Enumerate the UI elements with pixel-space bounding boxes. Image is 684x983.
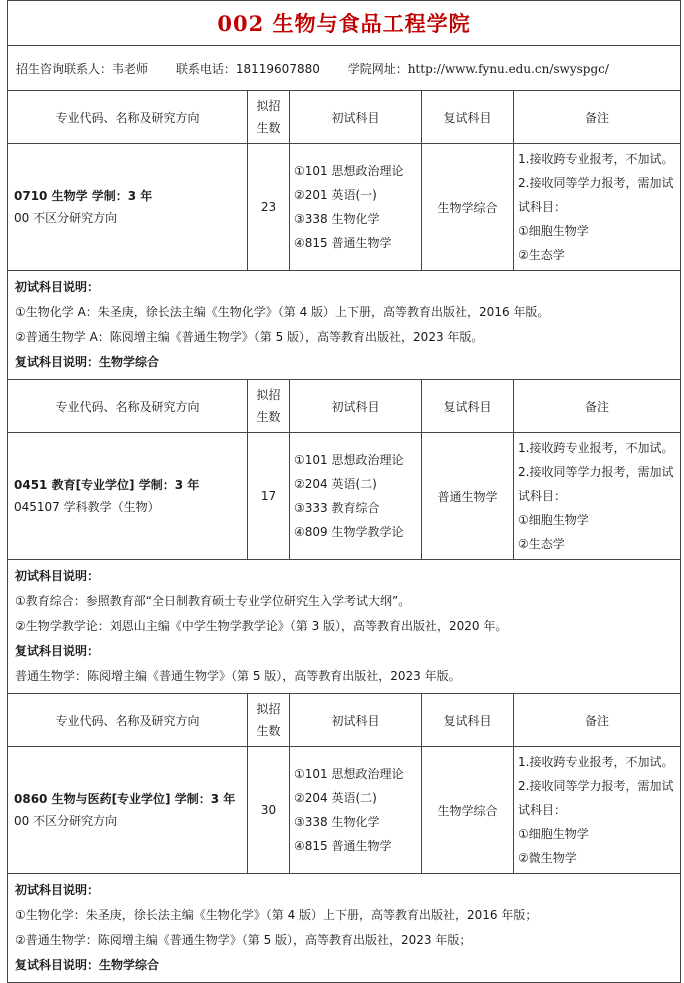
program-row <box>8 144 681 271</box>
program-notes <box>8 874 681 983</box>
program-notes <box>8 271 681 380</box>
program-remarks <box>514 433 681 560</box>
header-major: 专业代码、名称及研究方向 <box>8 380 248 433</box>
remark-line: 1.接收跨专业报考，不加试。 <box>518 755 674 769</box>
program-direction: 00 不区分研究方向 <box>14 814 118 828</box>
remark-line: 1.接收跨专业报考，不加试。 <box>518 441 674 455</box>
remark-line: ②生态学 <box>518 248 565 262</box>
contact-phone <box>176 62 320 76</box>
remark-line: ①细胞生物学 <box>518 224 589 238</box>
header-retest: 复试科目 <box>422 380 514 433</box>
header-plan-line1: 拟招 <box>256 702 281 716</box>
column-header-row <box>8 91 681 144</box>
header-retest: 复试科目 <box>422 694 514 747</box>
contact-person <box>16 62 148 76</box>
contact-person-label: 招生咨询联系人： <box>16 61 113 76</box>
remark-line: 2.接收同等学力报考，需加试 <box>518 176 674 190</box>
program-subjects <box>290 433 422 560</box>
program-major <box>8 433 248 560</box>
note-line: 初试科目说明： <box>15 569 100 583</box>
program-row <box>8 747 681 874</box>
header-remarks: 备注 <box>514 694 681 747</box>
header-major: 专业代码、名称及研究方向 <box>8 694 248 747</box>
notes-row <box>8 271 681 380</box>
subject-item: ②201 英语(一) <box>294 188 377 202</box>
header-remarks: 备注 <box>514 380 681 433</box>
note-line: 初试科目说明： <box>15 280 100 294</box>
title-row <box>8 1 681 46</box>
program-direction: 045107 学科教学（生物） <box>14 500 160 514</box>
remark-line: 2.接收同等学力报考，需加试 <box>518 465 674 479</box>
note-line: ①生物化学 A：朱圣庚，徐长法主编《生物化学》（第 4 版）上下册，高等教育出版社，2016 年版。 <box>15 305 550 319</box>
remark-line: 试科目： <box>518 803 567 817</box>
header-plan <box>248 380 290 433</box>
program-title: 0710 生物学 学制：3 年 <box>14 189 153 203</box>
remark-line: 试科目： <box>518 489 567 503</box>
subject-item: ③333 教育综合 <box>294 501 380 515</box>
program-remarks <box>514 747 681 874</box>
header-first-exam: 初试科目 <box>290 91 422 144</box>
header-remarks: 备注 <box>514 91 681 144</box>
program-retest: 普通生物学 <box>422 433 514 560</box>
subject-item: ①101 思想政治理论 <box>294 453 404 467</box>
subject-item: ①101 思想政治理论 <box>294 767 404 781</box>
column-header-row <box>8 694 681 747</box>
note-line: 复试科目说明：生物学综合 <box>15 958 160 972</box>
program-subjects <box>290 144 422 271</box>
note-line: ①生物化学：朱圣庚，徐长法主编《生物化学》（第 4 版）上下册，高等教育出版社，2016 年版； <box>15 908 538 922</box>
program-plan: 30 <box>248 747 290 874</box>
header-plan <box>248 91 290 144</box>
notes-row <box>8 560 681 694</box>
remark-line: ②微生物学 <box>518 851 577 865</box>
page-title: 002 生物与食品工程学院 <box>217 11 471 36</box>
header-major: 专业代码、名称及研究方向 <box>8 91 248 144</box>
program-title: 0860 生物与医药[专业学位] 学制：3 年 <box>14 792 236 806</box>
contact-phone-value: 18119607880 <box>235 61 320 76</box>
note-line: ②普通生物学 A：陈阅增主编《普通生物学》（第 5 版），高等教育出版社，2023 年版。 <box>15 330 484 344</box>
header-plan-line1: 拟招 <box>256 99 281 113</box>
header-first-exam: 初试科目 <box>290 380 422 433</box>
column-header-row <box>8 380 681 433</box>
remark-line: ②生态学 <box>518 537 565 551</box>
subject-item: ③338 生物化学 <box>294 815 380 829</box>
program-subjects <box>290 747 422 874</box>
header-plan-line2: 生数 <box>256 121 281 135</box>
remark-line: 2.接收同等学力报考，需加试 <box>518 779 674 793</box>
note-line: ①教育综合：参照教育部“全日制教育硕士专业学位研究生入学考试大纲”。 <box>15 594 411 608</box>
subject-item: ②204 英语(二) <box>294 791 377 805</box>
note-line: ②普通生物学：陈阅增主编《普通生物学》（第 5 版），高等教育出版社，2023 年版； <box>15 933 472 947</box>
remark-line: ①细胞生物学 <box>518 827 589 841</box>
program-title: 0451 教育[专业学位] 学制：3 年 <box>14 478 200 492</box>
contact-person-value: 韦老师 <box>112 61 149 76</box>
admissions-table <box>7 0 681 983</box>
header-plan-line1: 拟招 <box>256 388 281 402</box>
header-plan-line2: 生数 <box>256 724 281 738</box>
header-plan <box>248 694 290 747</box>
college-website-label: 学院网址： <box>347 61 408 76</box>
program-major <box>8 144 248 271</box>
header-retest: 复试科目 <box>422 91 514 144</box>
program-remarks <box>514 144 681 271</box>
college-website-link[interactable]: http://www.fynu.edu.cn/swyspgc/ <box>407 61 609 76</box>
header-plan-line2: 生数 <box>256 410 281 424</box>
contact-phone-label: 联系电话： <box>175 61 236 76</box>
note-line: ②生物学教学论：刘恩山主编《中学生物学教学论》（第 3 版），高等教育出版社，2020 年。 <box>15 619 508 633</box>
remark-line: 1.接收跨专业报考，不加试。 <box>518 152 674 166</box>
note-line: 复试科目说明： <box>15 644 100 658</box>
program-major <box>8 747 248 874</box>
subject-item: ④815 普通生物学 <box>294 236 392 250</box>
subject-item: ②204 英语(二) <box>294 477 377 491</box>
notes-row <box>8 874 681 983</box>
program-plan: 17 <box>248 433 290 560</box>
note-line: 普通生物学：陈阅增主编《普通生物学》（第 5 版），高等教育出版社，2023 年版。 <box>15 669 461 683</box>
program-retest: 生物学综合 <box>422 144 514 271</box>
subject-item: ①101 思想政治理论 <box>294 164 404 178</box>
contact-row <box>8 46 681 91</box>
remark-line: 试科目： <box>518 200 567 214</box>
program-row <box>8 433 681 560</box>
program-retest: 生物学综合 <box>422 747 514 874</box>
subject-item: ③338 生物化学 <box>294 212 380 226</box>
subject-item: ④809 生物学教学论 <box>294 525 404 539</box>
college-website <box>348 62 609 76</box>
program-notes <box>8 560 681 694</box>
note-line: 初试科目说明： <box>15 883 100 897</box>
subject-item: ④815 普通生物学 <box>294 839 392 853</box>
note-line: 复试科目说明：生物学综合 <box>15 355 160 369</box>
header-first-exam: 初试科目 <box>290 694 422 747</box>
program-plan: 23 <box>248 144 290 271</box>
program-direction: 00 不区分研究方向 <box>14 211 118 225</box>
remark-line: ①细胞生物学 <box>518 513 589 527</box>
